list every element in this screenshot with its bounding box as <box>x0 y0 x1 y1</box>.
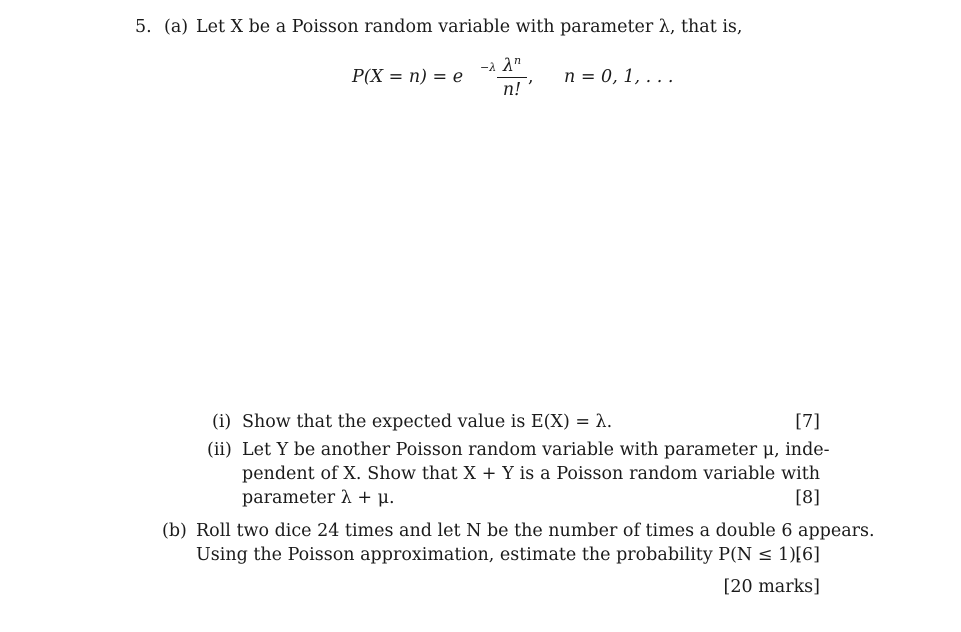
formula-numerator: $\lambda^n$ <box>502 54 522 76</box>
formula-denominator: n! <box>502 80 522 100</box>
part-b-label: (b) <box>162 521 187 541</box>
part-b-line-2: Using the Poisson approximation, estimate the probability P(N ≤ 1). <box>196 545 802 565</box>
part-b-line-1: Roll two dice 24 times and let N be the number of times a double 6 appears. <box>196 521 875 541</box>
formula-comma: , <box>528 67 534 87</box>
sub-ii-line-1: Let Y be another Poisson random variable with parameter μ, inde- <box>242 440 830 460</box>
part-a-intro: Let X be a Poisson random variable with parameter λ, that is, <box>196 17 743 37</box>
sub-ii-line-3: parameter λ + μ. <box>242 488 395 508</box>
part-b-marks: [6] <box>795 545 820 565</box>
total-marks: [20 marks] <box>723 577 820 597</box>
formula-range: n = 0, 1, . . . <box>564 67 674 87</box>
sub-i-marks: [7] <box>795 412 820 432</box>
sub-i-text: Show that the expected value is E(X) = λ. <box>242 412 613 432</box>
sub-ii-label: (ii) <box>207 440 232 460</box>
question-number: 5. <box>135 17 152 37</box>
part-a-label: (a) <box>164 17 189 37</box>
sub-ii-marks: [8] <box>795 488 820 508</box>
fraction-bar <box>497 77 527 78</box>
sub-i-label: (i) <box>212 412 232 432</box>
sub-ii-line-2: pendent of X. Show that X + Y is a Poisson random variable with <box>242 464 820 484</box>
formula-lhs: P(X = n) = e <box>352 67 464 87</box>
poisson-formula <box>352 52 672 112</box>
formula-exponent: −λ <box>480 61 497 74</box>
